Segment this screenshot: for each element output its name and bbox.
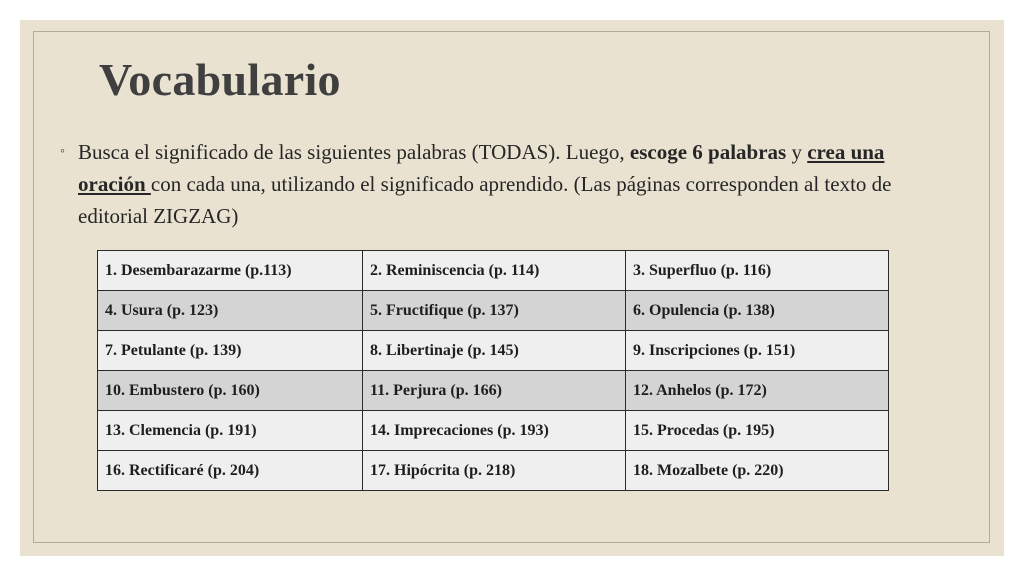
table-cell: 10. Embustero (p. 160) bbox=[98, 371, 363, 411]
table-cell: 14. Imprecaciones (p. 193) bbox=[363, 411, 626, 451]
table-cell: 5. Fructifique (p. 137) bbox=[363, 291, 626, 331]
table-cell: 4. Usura (p. 123) bbox=[98, 291, 363, 331]
instruction-bullet bbox=[60, 136, 940, 232]
table-row bbox=[98, 371, 889, 411]
table-cell: 11. Perjura (p. 166) bbox=[363, 371, 626, 411]
table-cell: 13. Clemencia (p. 191) bbox=[98, 411, 363, 451]
instruction-text-part-1: Busca el significado de las siguientes palabras (TODAS). Luego, bbox=[78, 140, 630, 164]
table-row bbox=[98, 411, 889, 451]
vocabulary-table bbox=[97, 250, 889, 491]
table-cell: 2. Reminiscencia (p. 114) bbox=[363, 251, 626, 291]
table-row bbox=[98, 451, 889, 491]
instruction-text bbox=[78, 136, 940, 232]
instruction-underline-create: crea una oración bbox=[78, 140, 885, 196]
table-cell: 15. Procedas (p. 195) bbox=[626, 411, 889, 451]
table-cell: 7. Petulante (p. 139) bbox=[98, 331, 363, 371]
slide-title: Vocabulario bbox=[99, 54, 341, 105]
table-cell: 12. Anhelos (p. 172) bbox=[626, 371, 889, 411]
table-cell: 16. Rectificaré (p. 204) bbox=[98, 451, 363, 491]
table-cell: 6. Opulencia (p. 138) bbox=[626, 291, 889, 331]
bullet-circle-icon: ◦ bbox=[60, 144, 65, 159]
instruction-emphasis-choose: escoge 6 palabras bbox=[629, 140, 787, 164]
table-row bbox=[98, 291, 889, 331]
instruction-text-part-2: y bbox=[786, 140, 808, 164]
table-cell: 18. Mozalbete (p. 220) bbox=[626, 451, 889, 491]
table-row bbox=[98, 251, 889, 291]
table-cell: 1. Desembarazarme (p.113) bbox=[98, 251, 363, 291]
table-cell: 9. Inscripciones (p. 151) bbox=[626, 331, 889, 371]
table-cell: 3. Superfluo (p. 116) bbox=[626, 251, 889, 291]
table-cell: 8. Libertinaje (p. 145) bbox=[363, 331, 626, 371]
instruction-text-part-3: con cada una, utilizando el significado aprendido. (Las páginas corresponden al texto de editorial ZIGZAG) bbox=[78, 172, 892, 228]
table-row bbox=[98, 331, 889, 371]
table-cell: 17. Hipócrita (p. 218) bbox=[363, 451, 626, 491]
